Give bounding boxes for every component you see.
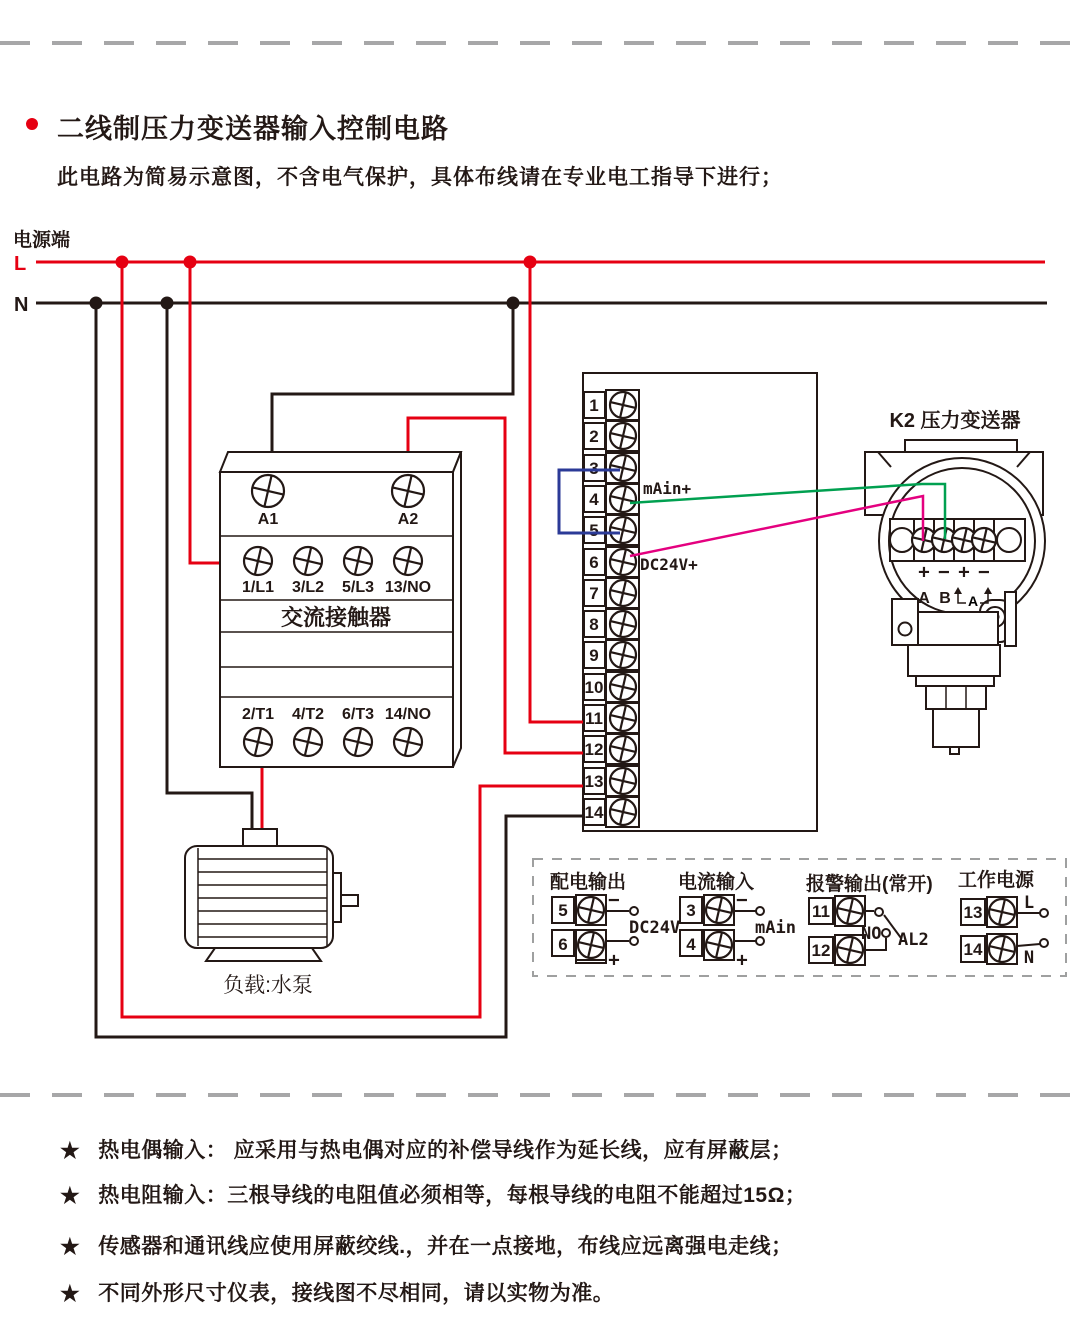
legend-dc24v: DC24V bbox=[629, 918, 681, 938]
terminal-number: 4 bbox=[589, 490, 599, 509]
note-text: 热电阻输入：三根导线的电阻值必须相等，每根导线的电阻不能超过15Ω； bbox=[98, 1184, 807, 1207]
legend-num: 3 bbox=[686, 901, 696, 920]
motor-body bbox=[185, 846, 333, 948]
legend-num: 11 bbox=[812, 902, 830, 921]
sign-plus-1: + bbox=[918, 561, 930, 583]
line-n-label: N bbox=[14, 294, 29, 316]
legend-n: N bbox=[1023, 948, 1035, 968]
note-text: 不同外形尺寸仪表，接线图不尽相同，请以实物为准。 bbox=[98, 1282, 615, 1305]
terminal-number: 10 bbox=[584, 678, 604, 697]
note-item bbox=[60, 1183, 806, 1209]
page-subtitle: 此电路为简易示意图，不含电气保护，具体布线请在专业电工指导下进行； bbox=[57, 166, 783, 189]
transmitter-hex-nut bbox=[926, 686, 986, 709]
label-3l2: 3/L2 bbox=[291, 579, 325, 596]
legend-title: 电流输入 bbox=[678, 872, 755, 893]
label-4t2: 4/T2 bbox=[291, 706, 325, 723]
star-icon: ★ bbox=[60, 1183, 81, 1208]
label-5l3: 5/L3 bbox=[341, 579, 375, 596]
label-main-plus: mAin+ bbox=[643, 479, 692, 498]
legend-num: 14 bbox=[963, 940, 983, 959]
motor-label: 负载:水泵 bbox=[223, 974, 313, 997]
terminal-number: 5 bbox=[589, 521, 599, 540]
terminal-number: 1 bbox=[589, 396, 599, 415]
legend-group-alarm-output bbox=[806, 872, 933, 966]
legend-title: 报警输出(常开) bbox=[806, 874, 933, 895]
motor-base bbox=[206, 948, 321, 961]
label-1l1: 1/L1 bbox=[241, 579, 275, 596]
label-a1: A1 bbox=[257, 511, 279, 528]
contactor-top-face bbox=[220, 452, 461, 472]
terminal-number: 9 bbox=[589, 646, 599, 665]
label-terminal-a: A bbox=[918, 590, 930, 607]
legend-sign: + bbox=[736, 949, 748, 971]
line-l-label: L bbox=[14, 253, 27, 275]
note-text: 热电偶输入： 应采用与热电偶对应的补偿导线作为延长线，应有屏蔽层； bbox=[98, 1139, 793, 1162]
motor-junction-box bbox=[243, 829, 277, 847]
power-terminal-label: 电源端 bbox=[13, 230, 71, 251]
note-item bbox=[60, 1281, 614, 1307]
legend-main: mAin bbox=[755, 918, 796, 938]
sign-minus-2: − bbox=[978, 561, 990, 583]
legend-group-working-power bbox=[958, 868, 1048, 968]
contactor-side-face bbox=[453, 452, 461, 767]
note-text: 传感器和通讯线应使用屏蔽绞线.，并在一点接地，布线应远离强电走线； bbox=[98, 1235, 793, 1258]
legend-no: NO bbox=[861, 924, 882, 944]
legend-sign: + bbox=[608, 949, 620, 971]
legend-sign: − bbox=[736, 889, 748, 911]
legend-group-power-output bbox=[550, 870, 680, 971]
star-icon: ★ bbox=[60, 1281, 81, 1306]
transmitter-title: K2 压力变送器 bbox=[889, 410, 1021, 432]
terminal-number: 3 bbox=[589, 459, 599, 478]
motor-pump bbox=[185, 829, 358, 997]
terminal-legend bbox=[533, 859, 1066, 976]
legend-title: 工作电源 bbox=[958, 870, 1035, 891]
motor-flange bbox=[333, 873, 341, 922]
transmitter-neck bbox=[918, 612, 998, 645]
star-icon: ★ bbox=[60, 1138, 81, 1163]
sign-plus-2: + bbox=[958, 561, 970, 583]
legend-al2: AL2 bbox=[898, 930, 929, 950]
note-item bbox=[60, 1234, 793, 1260]
terminal-number: 7 bbox=[589, 584, 599, 603]
sign-minus-1: − bbox=[938, 561, 950, 583]
legend-l: L bbox=[1023, 893, 1035, 913]
contactor bbox=[220, 452, 461, 767]
note-item bbox=[60, 1138, 793, 1164]
legend-sign: − bbox=[608, 889, 620, 911]
pressure-transmitter bbox=[865, 408, 1045, 754]
terminal-number: 8 bbox=[589, 615, 599, 634]
terminal-number: 12 bbox=[584, 740, 604, 759]
terminal-number: 6 bbox=[589, 553, 599, 572]
legend-num: 12 bbox=[811, 941, 831, 960]
label-bracket-a: A bbox=[967, 593, 979, 609]
terminal-number: 2 bbox=[589, 427, 599, 446]
title-bullet-icon bbox=[26, 118, 38, 130]
label-dc24v-plus: DC24V+ bbox=[640, 555, 698, 574]
terminal-number: 13 bbox=[584, 772, 604, 791]
label-terminal-b: B bbox=[939, 590, 951, 607]
legend-num: 6 bbox=[558, 935, 568, 954]
star-icon: ★ bbox=[60, 1234, 81, 1259]
terminal-number: 14 bbox=[584, 803, 604, 822]
legend-num: 4 bbox=[686, 935, 696, 954]
transmitter-process-stem bbox=[933, 709, 979, 747]
legend-title: 配电输出 bbox=[550, 872, 627, 893]
legend-num: 5 bbox=[558, 901, 568, 920]
legend-group-current-input bbox=[678, 870, 796, 971]
page-title: 二线制压力变送器输入控制电路 bbox=[57, 114, 449, 144]
label-a2: A2 bbox=[397, 511, 419, 528]
label-6t3: 6/T3 bbox=[341, 706, 375, 723]
label-2t1: 2/T1 bbox=[241, 706, 275, 723]
motor-shaft bbox=[341, 895, 358, 906]
contactor-name: 交流接触器 bbox=[280, 605, 392, 630]
label-13no: 13/NO bbox=[384, 579, 432, 596]
label-14no: 14/NO bbox=[384, 706, 432, 723]
legend-num: 13 bbox=[963, 903, 983, 922]
terminal-number: 11 bbox=[585, 709, 603, 728]
